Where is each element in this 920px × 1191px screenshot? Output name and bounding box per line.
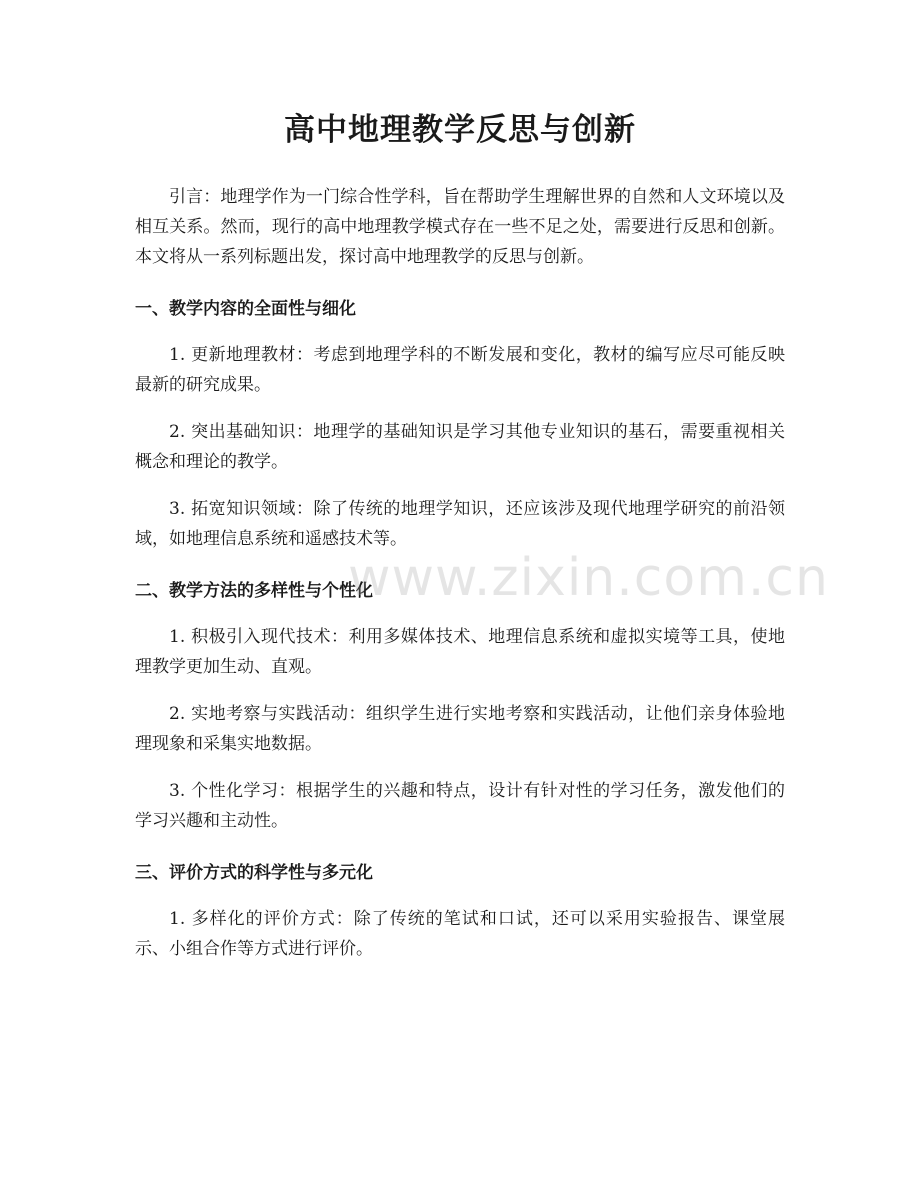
- section-3: [135, 858, 785, 964]
- section-heading: 三、评价方式的科学性与多元化: [135, 863, 373, 883]
- intro-paragraph: 引言：地理学作为一门综合性学科，旨在帮助学生理解世界的自然和人文环境以及相互关系。然而，现行的高中地理教学模式存在一些不足之处，需要进行反思和创新。本文将从一系列标题出发，探讨高中地理教学的反思与创新。: [135, 187, 785, 267]
- list-item: 3. 个性化学习：根据学生的兴趣和特点，设计有针对性的学习任务，激发他们的学习兴趣和主动性。: [135, 781, 785, 831]
- list-item: 1. 多样化的评价方式：除了传统的笔试和口试，还可以采用实验报告、课堂展示、小组合作等方式进行评价。: [135, 909, 785, 959]
- list-item: 3. 拓宽知识领域：除了传统的地理学知识，还应该涉及现代地理学研究的前沿领域，如地理信息系统和遥感技术等。: [135, 499, 785, 549]
- list-item: 1. 更新地理教材：考虑到地理学科的不断发展和变化，教材的编写应尽可能反映最新的研究成果。: [135, 345, 785, 395]
- list-item: 2. 实地考察与实践活动：组织学生进行实地考察和实践活动，让他们亲身体验地理现象和采集实地数据。: [135, 704, 785, 754]
- list-item: 1. 积极引入现代技术：利用多媒体技术、地理信息系统和虚拟实境等工具，使地理教学更加生动、直观。: [135, 627, 785, 677]
- document-page: [135, 100, 785, 981]
- section-heading: 二、教学方法的多样性与个性化: [135, 581, 373, 601]
- section-2: [135, 576, 785, 836]
- watermark: www.zixin.com.cn: [348, 548, 829, 608]
- section-heading: 一、教学内容的全面性与细化: [135, 299, 356, 319]
- section-1: [135, 294, 785, 554]
- list-item: 2. 突出基础知识：地理学的基础知识是学习其他专业知识的基石，需要重视相关概念和理论的教学。: [135, 422, 785, 472]
- document-title: 高中地理教学反思与创新: [284, 112, 636, 148]
